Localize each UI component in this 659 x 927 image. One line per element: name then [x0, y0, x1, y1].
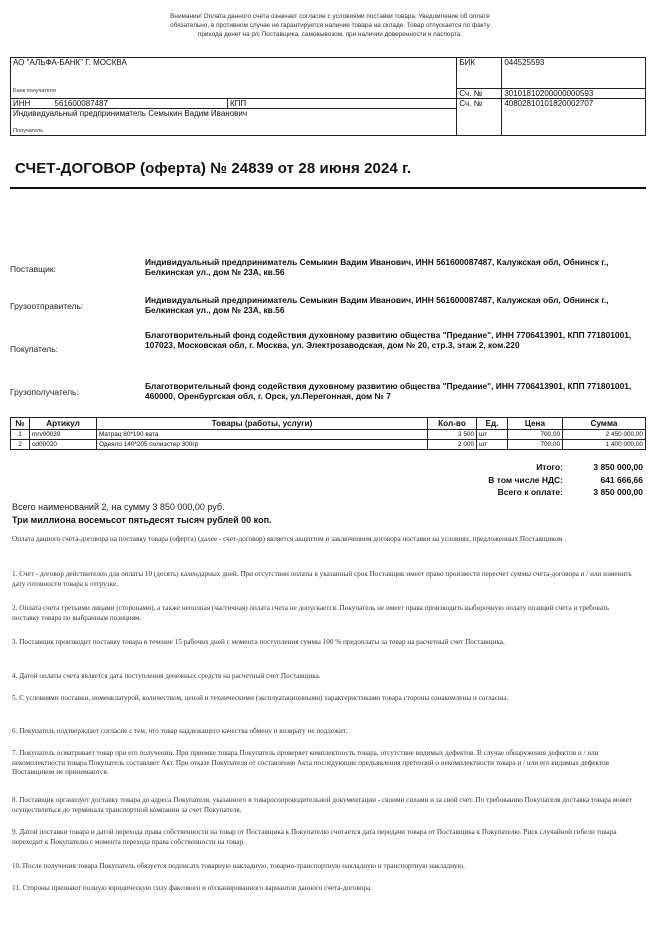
row-quantity: 2 000: [428, 440, 477, 450]
goods-header-row: [11, 418, 646, 430]
buyer-label: Покупатель:: [10, 344, 59, 354]
shipper-label: Грузоотправитель:: [10, 301, 84, 311]
bik-value: 044525593: [502, 58, 646, 89]
pay-value: 3 850 000,00: [593, 487, 643, 497]
row-unit: шт: [477, 430, 508, 440]
row-sum: 1 400 000,00: [563, 440, 646, 450]
table-row: [11, 440, 646, 450]
col-quantity: Кол-во: [428, 418, 477, 430]
term-5: 5. С условиями поставки, номенклатурой, количеством, ценой и техническими (эксплуатационными) характеристиками товара стороны ознакомлены и согласны.: [12, 694, 509, 702]
vat-value: 641 666,66: [600, 474, 643, 485]
recipient-label: Получатель: [13, 127, 44, 134]
consignee-value: Благотворительный фонд содействия духовному развитию общества "Предание", ИНН 7706413901, КПП 771801001, 460000, Оренбургская обл, г. Орск, ул.Перегонная, дом № 7: [145, 381, 632, 401]
recipient-name: Индивидуальный предприниматель Семыкин Вадим Иванович: [13, 108, 248, 118]
bank-name-cell: [11, 58, 457, 89]
kpp-label: КПП: [230, 98, 247, 108]
bank-name: АО "АЛЬФА-БАНК" Г. МОСКВА: [13, 58, 127, 67]
term-3: 3. Поставщик производит поставку товара в течение 15 рабочих дней с момента поступления суммы 100 % предоплаты за товар на расчетный счет Поставщика.: [12, 638, 505, 646]
pay-label: Всего к оплате:: [497, 487, 563, 497]
account-label: Сч. №: [457, 98, 502, 135]
bank-label: Банк получателя: [13, 88, 56, 94]
table-row: [11, 430, 646, 440]
col-article: Артикул: [30, 418, 97, 430]
notice-line-2: обязательно, в противном случае не гарантируется наличие товара на складе. Товар отпускается по факту: [170, 22, 490, 29]
term-4: 4. Датой оплаты счета является дата поступления денежных средств на расчетный счет Поставщика.: [12, 672, 321, 680]
inn-label: ИНН: [13, 98, 31, 108]
col-unit: Ед.: [477, 418, 508, 430]
row-article: mrv00039: [30, 430, 97, 440]
page-title: СЧЕТ-ДОГОВОР (оферта) № 24839 от 28 июня 2024 г.: [15, 160, 412, 177]
inn-value: 561600087487: [54, 98, 108, 108]
goods-table: [10, 417, 646, 450]
term-6: 6. Покупатель подтверждает согласие с тем, что товар надлежащего качества обмену и возврату не подлежит.: [12, 727, 348, 735]
row-number: 2: [11, 440, 30, 450]
col-price: Цена: [508, 418, 563, 430]
notice-line-3: прихода денег на р/с Поставщика, самовывозом, при наличии доверенности и паспорта.: [197, 31, 463, 38]
row-sum: 2 450 000,00: [563, 430, 646, 440]
row-quantity: 3 500: [428, 430, 477, 440]
term-8: 8. Поставщик организует доставку товара до адреса Покупателя, указанного в товаросопроводительной документации - своими силами и за свой счет. По требованию Покупателя доставка товара может осуществляться до терминала транспортной компании за счет Покупателя.: [12, 796, 632, 814]
terms-intro: Оплата данного счета-договора на поставку товара (оферта) (далее - счет-договор) является акцептом и заключением договора поставки на условиях, предложенных Поставщиком .: [12, 535, 566, 543]
term-9: 9. Датой поставки товара и датой перехода права собственности на товар от Поставщика к Покупателю считается дата передачи товара от Поставщика к Покупателю. Риск случайной гибели товара переходит к Покупателю с момента перехода права собственности на товар.: [12, 828, 617, 846]
recipient-cell: [11, 108, 457, 135]
supplier-label: Поставщик:: [10, 264, 56, 274]
buyer-value: Благотворительный фонд содействия духовному развитию общества "Предание", ИНН 7706413901, КПП 771801001, 107023, Московская обл, г. Москва, ул. Электрозаводская, дом № 20, стр.3, этаж 2, ком.220: [145, 330, 632, 350]
col-number: №: [11, 418, 30, 430]
account-value: 40802810101820002707: [502, 98, 646, 135]
row-price: 700,00: [508, 440, 563, 450]
consignee-label: Грузополучатель:: [10, 387, 79, 397]
row-unit: шт: [477, 440, 508, 450]
row-article: od00020: [30, 440, 97, 450]
total-value: 3 850 000,00: [593, 462, 643, 472]
notice-line-1: Внимание! Оплата данного счета означает согласие с условиями поставки товара. Уведомление об оплате: [170, 13, 490, 20]
row-number: 1: [11, 430, 30, 440]
term-2: 2. Оплата счета третьими лицами (сторонами), а также неполная (частичная) оплата счета не допускается. Покупатель не имеет права производить выборочную оплату позиций счета и требовать поставку товара по выбранным позициям.: [12, 604, 610, 622]
row-price: 700,00: [508, 430, 563, 440]
row-goods: Одеяло 140*205 полиэстер 300гр: [97, 440, 428, 450]
supplier-value: Индивидуальный предприниматель Семыкин Вадим Иванович, ИНН 561600087487, Калужская обл, Обнинск г., Белкинская ул., дом № 23А, кв.56: [145, 257, 609, 277]
vat-label: В том числе НДС:: [488, 474, 563, 485]
items-summary: Всего наименований 2, на сумму 3 850 000,00 руб.: [12, 502, 225, 512]
term-10: 10. После получения товара Покупатель обязуется подписать товарную накладную, товарно-транспортную накладную и транспортную накладную.: [12, 862, 465, 870]
term-11: 11. Стороны признают полную юридическую силу факсового и отсканированного вариантов данного счета-договора.: [12, 884, 372, 892]
bik-label: БИК: [457, 58, 502, 89]
col-sum: Сумма: [563, 418, 646, 430]
corr-account-value: 30101810200000000593: [502, 88, 646, 98]
term-1: 1. Счет - договор действителен для оплаты 10 (десять) календарных дней. При отсутствии оплаты в указанный срок Поставщик имеет право произвести пересчет суммы счета-договора и / или изменить дату готовности товара к отгрузке.: [12, 570, 632, 588]
shipper-value: Индивидуальный предприниматель Семыкин Вадим Иванович, ИНН 561600087487, Калужская обл, Обнинск г., Белкинская ул., дом № 23А, кв.56: [145, 295, 609, 315]
inn-cell: [11, 98, 228, 108]
title-divider: [10, 187, 646, 189]
term-7: 7. Покупатель осматривает товар при его получении. При приемке товара Покупатель проверяет комплектность товара, отсутствие видимых дефектов. В случае обнаружения дефектов и / или некомплектности товара Покупатель составляет Акт. При отказе Покупателя от составления Акта последующие предъявления претензий о некомплектности товара и / или его видимых дефектов Поставщиком не принимаются.: [12, 749, 610, 777]
total-label: Итого:: [536, 462, 563, 472]
row-goods: Матрац 80*190 вата: [97, 430, 428, 440]
totals-block: [420, 461, 643, 499]
bank-details-table: [10, 57, 646, 136]
kpp-cell: [228, 98, 457, 108]
payment-notice: [60, 12, 600, 39]
col-goods: Товары (работы, услуги): [97, 418, 428, 430]
amount-in-words: Три миллиона восемьсот пятьдесят тысяч рублей 00 коп.: [12, 515, 272, 525]
corr-account-label: Сч. №: [457, 88, 502, 98]
